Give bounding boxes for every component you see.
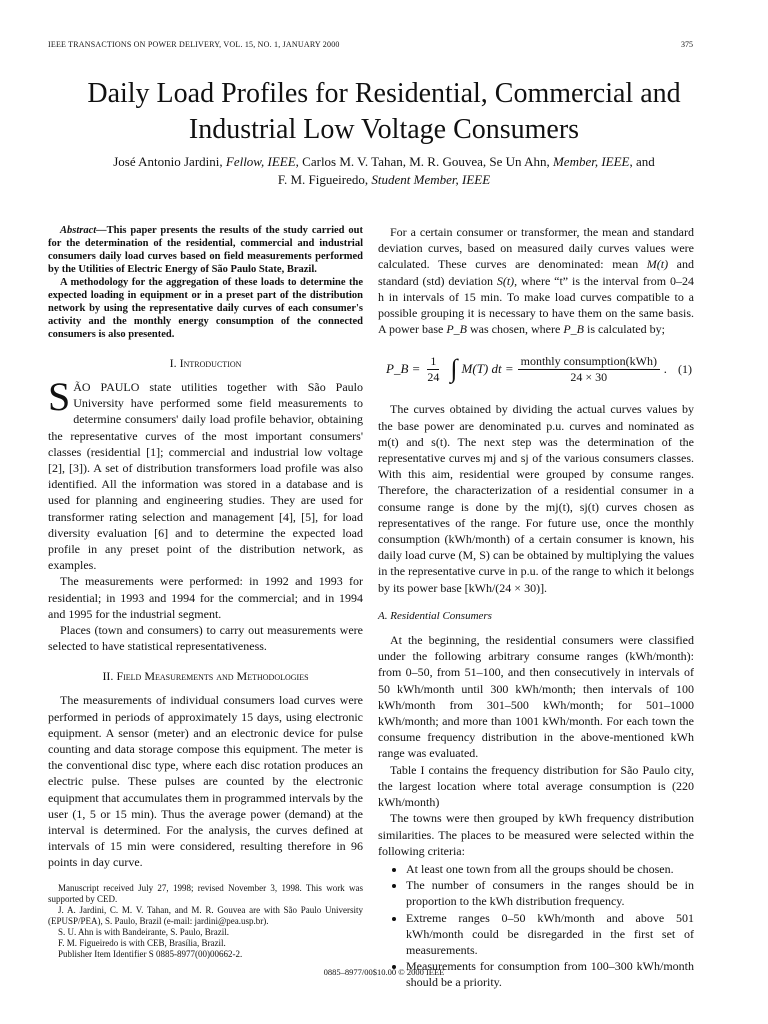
left-column	[48, 224, 363, 960]
right-paragraph-1	[378, 224, 694, 337]
right-paragraph-4: Table I contains the frequency distribution for São Paulo city, the largest location where total average consumption is (220 kWh/month)	[378, 762, 694, 810]
author-figueiredo: F. M. Figueiredo,	[277, 172, 369, 187]
footnotes	[48, 883, 363, 960]
footnote-3: S. U. Ahn is with Bandeirante, S. Paulo, Brazil.	[58, 926, 229, 937]
math-power-base: P_B	[563, 322, 584, 337]
abstract-p2: A methodology for the aggregation of these loads to determine the expected loading in equipment or in a preset part of the distribution network by using the representative daily curves of each consumer's activity and the monthly energy consumption of the connected consumers is also presented.	[48, 277, 363, 340]
eq-fraction-2	[518, 354, 660, 385]
eq-frac2-denominator: 24 × 30	[570, 369, 608, 384]
section-title: Introduction	[179, 356, 242, 370]
right-paragraph-2: The curves obtained by dividing the actual curves values by the base power are denominated p.u. curves and nominated as m(t) and s(t). The next step was the determination of the representative curves mj and sj of the various consumers classes. With this aim, residential were grouped by consume ranges. Therefore, the characterization of a residential consumer in a consume range is done by the mj(t), sj(t) curves chosen as representatives of the range. For future use, once the monthly consumption (kWh/month) of a certain consumer is known, his daily load curve (M, S) can be obtained by multiplying the values in the representative curve in p.u. of the range to which it belongs by its power base [kWh/(24 × 30)].	[378, 402, 694, 595]
eq-frac1-denominator: 24	[427, 369, 440, 384]
section-title: Field Measurements and Methodologies	[116, 669, 309, 684]
list-item: • At least one town from all the groups should be chosen.	[406, 861, 694, 877]
eq-frac1-numerator: 1	[427, 354, 439, 370]
math-power-base: P_B	[446, 322, 467, 337]
list-item: • The number of consumers in the ranges should be in proportion to the kWh distribution frequency.	[406, 877, 694, 909]
text-run: For a certain consumer or transformer, the mean and standard deviation curves, based on measured daily curves values were calculated. These curves are denominated: mean	[378, 225, 694, 272]
math-std: S(t)	[496, 273, 515, 288]
math-mean: M(t)	[646, 257, 669, 272]
footnote-1: Manuscript received July 27, 1998; revised November 3, 1998. This work was supported by CED.	[48, 882, 363, 904]
equation-number: (1)	[678, 362, 692, 377]
abstract-p1-text: This paper presents the results of the study carried out for the determination of the residential, commercial and industrial consumers daily load curves based on field measurements performed by the Utilities of Electric Energy of São Paulo State, Brazil.	[48, 225, 363, 275]
section-heading-introduction	[48, 355, 363, 371]
integral-sign: ∫	[450, 354, 458, 384]
title-line-2: Industrial Low Voltage Consumers	[188, 114, 580, 145]
running-header: IEEE TRANSACTIONS ON POWER DELIVERY, VOL. 15, NO. 1, JANUARY 2000	[48, 40, 340, 49]
section-number: I.	[169, 356, 177, 370]
list-item: • Extreme ranges 0–50 kWh/month and above 501 kWh/month could be disregarded in the first set of measurements.	[406, 910, 694, 959]
author-others: , Carlos M. V. Tahan, M. R. Gouvea, Se Un Ahn,	[295, 154, 550, 169]
abstract-label: Abstract—	[60, 225, 107, 236]
text-run: is calculated by;	[583, 322, 665, 337]
section-heading-field-measurements	[48, 668, 363, 684]
author-line-1	[40, 153, 728, 171]
author-jardini-role: Fellow, IEEE	[225, 154, 296, 169]
intro-paragraph-1	[48, 374, 363, 573]
page-number: 375	[681, 40, 693, 49]
footnote-5: Publisher Item Identifier S 0885-8977(00)00662-2.	[58, 948, 243, 959]
footnote-2: J. A. Jardini, C. M. V. Tahan, and M. R. Gouvea are with São Paulo University (EPUSP/PEA), S. Paulo, Brazil (e-mail: jardini@pea.usp.br).	[48, 904, 363, 926]
intro-paragraph-3: Places (town and consumers) to carry out measurements were selected to have statistical representativeness.	[48, 623, 363, 654]
section-number: II.	[102, 669, 114, 684]
equation-1	[378, 349, 694, 389]
abstract	[48, 224, 363, 341]
text-run: , where “t” is the interval from 0–24 h in intervals of 15 min. To make load curves compatible to a possible grouping it is necessary to have them on the same basis. A power base	[378, 273, 694, 337]
text-run: and standard (std) deviation	[378, 257, 694, 288]
author-and: , and	[629, 154, 655, 169]
author-figueiredo-role: Student Member, IEEE	[371, 172, 491, 187]
subsection-heading-residential: A. Residential Consumers	[378, 609, 492, 622]
eq-fraction-1	[424, 354, 442, 385]
intro-paragraph-2: The measurements were performed: in 1992 and 1993 for residential; in 1993 and 1994 for the commercial; and in 1994 and 1995 for the industrial segment.	[48, 574, 363, 621]
list-item: • Measurements for consumption from 100–300 kWh/month should be a priority.	[406, 958, 694, 990]
intro-p1-text: ÃO PAULO state utilities together with São Paulo University have performed some field measurements to determine consumers' daily load profile behavior, obtaining the representative curves of the most important consumers' classes (residential [1]; commercial and industrial low voltage [2], [3]). A set of distribution transformers load profile was also identified. All the information was stored in a database and is used for planning and engineering studies. They are used for transformer rating selection and management [4], [5], for load diversity evaluation [6] and to determine the expected load profile in any preset point of the distribution network, as examples.	[48, 380, 363, 573]
author-ahn-role: Member, IEEE	[552, 154, 630, 169]
eq-frac2-numerator: monthly consumption(kWh)	[518, 354, 660, 370]
field-paragraph-1: The measurements of individual consumers load curves were performed in periods of approximately 15 days, using electronic equipment. A sensor (meter) and an electronic device for pulse counting and data storage compose this equipment. The meter is the conventional disc type, where each disc rotation produces an electric pulse. These pulses are counted by the electronic equipment that accumulates them in programmed intervals by the user (1, 5 or 15 min). Thus the average power (demand) at the interval is determined. For the analysis, the curves defined at intervals of 15 min were considered, resulting therefore in 96 points in day curve.	[48, 693, 363, 870]
eq-integrand: M(T) dt =	[461, 361, 514, 377]
author-jardini: José Antonio Jardini,	[113, 154, 223, 169]
paper-title	[30, 76, 738, 148]
drop-cap: S	[48, 374, 71, 419]
author-list	[40, 153, 728, 189]
author-line-2	[40, 171, 728, 189]
footnote-4: F. M. Figueiredo is with CEB, Brasília, Brazil.	[58, 937, 226, 948]
right-column	[378, 224, 694, 991]
right-paragraph-3: At the beginning, the residential consumers were classified under the following arbitrary consume ranges (kWh/month): from 0–50, from 51–100, and then consecutively in intervals of 50 kWh/month until 300 kWh/month; then intervals of 100 kWh/month from 301–500 kWh/month; for 501–1000 kWh/month; and more than 1001 kWh/month. For each town the consume frequency distribution in the above-mentioned kWh range was evaluated.	[378, 633, 694, 761]
text-run: was chosen, where	[467, 322, 564, 337]
copyright-footer: 0885–8977/00$10.00 © 2000 IEEE	[323, 967, 445, 977]
title-line-1: Daily Load Profiles for Residential, Commercial and	[87, 78, 681, 109]
abstract-p1	[48, 224, 363, 276]
eq-lhs: P_B =	[386, 361, 421, 377]
eq-period: .	[663, 361, 668, 377]
equation-body	[386, 354, 667, 385]
right-paragraph-5: The towns were then grouped by kWh frequency distribution similarities. The places to be measured were selected within the following criteria:	[378, 811, 694, 858]
